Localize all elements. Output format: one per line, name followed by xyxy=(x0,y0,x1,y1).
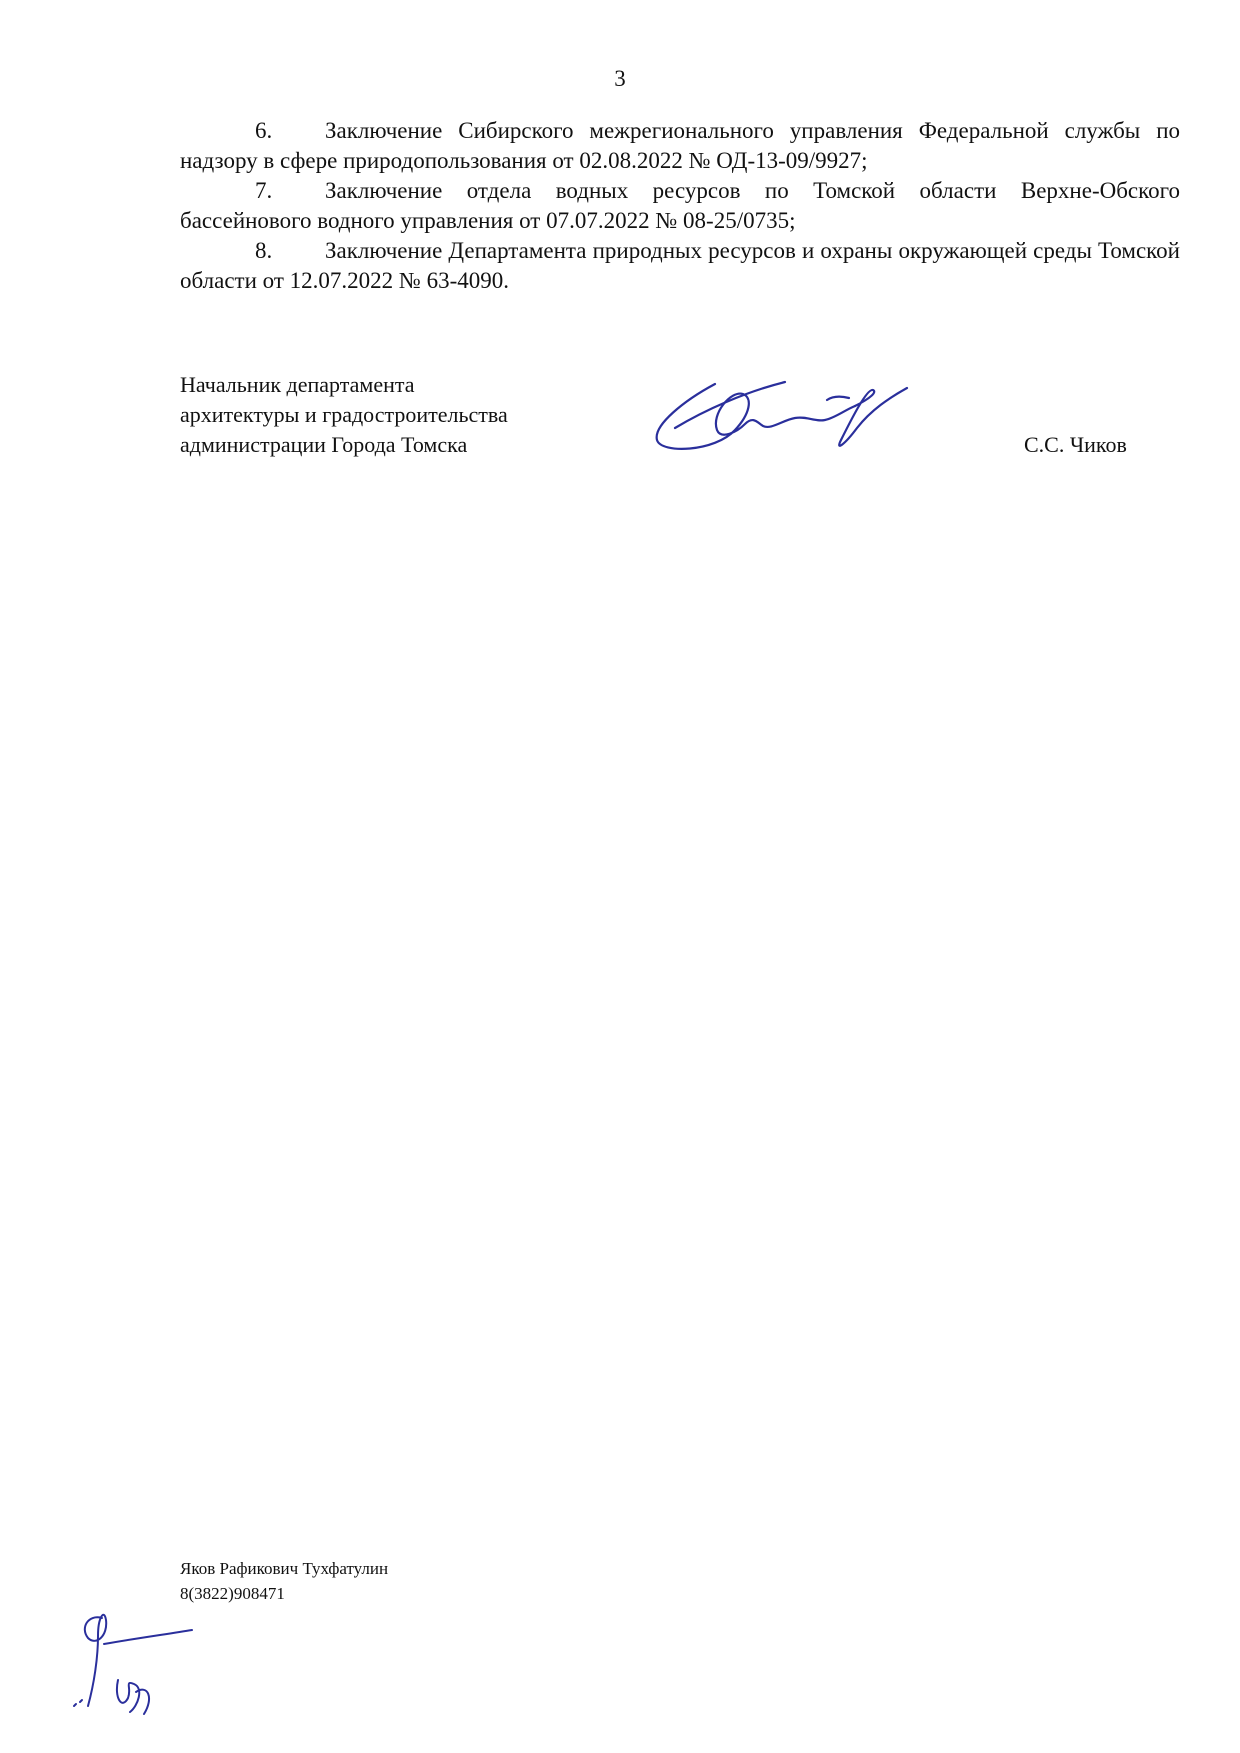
item-text: Заключение Сибирского межрегионального управления Федеральной службы по надзору в сфере природопользования от 02.08.2022 № ОД-13-09/9927; xyxy=(180,118,1180,173)
item-number: 7. xyxy=(255,178,273,203)
position-line: архитектуры и градостроительства xyxy=(180,402,508,427)
item-number: 6. xyxy=(255,118,273,143)
page-number: 3 xyxy=(614,66,626,91)
list-item xyxy=(180,116,1180,176)
handwritten-initials xyxy=(58,1588,208,1728)
handwritten-signature xyxy=(645,370,935,460)
list-item xyxy=(180,236,1180,296)
contact-info xyxy=(180,1556,388,1606)
list-item xyxy=(180,176,1180,236)
contact-name: Яков Рафикович Тухфатулин xyxy=(180,1559,389,1578)
conclusions-list xyxy=(180,116,1180,296)
item-number: 8. xyxy=(255,238,273,263)
contact-phone: 8(3822)908471 xyxy=(180,1584,285,1603)
item-text: Заключение Департамента природных ресурсов и охраны окружающей среды Томской области от 12.07.2022 № 63-4090. xyxy=(180,238,1180,293)
signatory-position xyxy=(180,370,508,460)
signatory-name: С.С. Чиков xyxy=(1024,432,1127,457)
position-line: Начальник департамента xyxy=(180,372,415,397)
item-text: Заключение отдела водных ресурсов по Томской области Верхне-Обского бассейнового водного управления от 07.07.2022 № 08-25/0735; xyxy=(180,178,1180,233)
position-line: администрации Города Томска xyxy=(180,432,468,457)
